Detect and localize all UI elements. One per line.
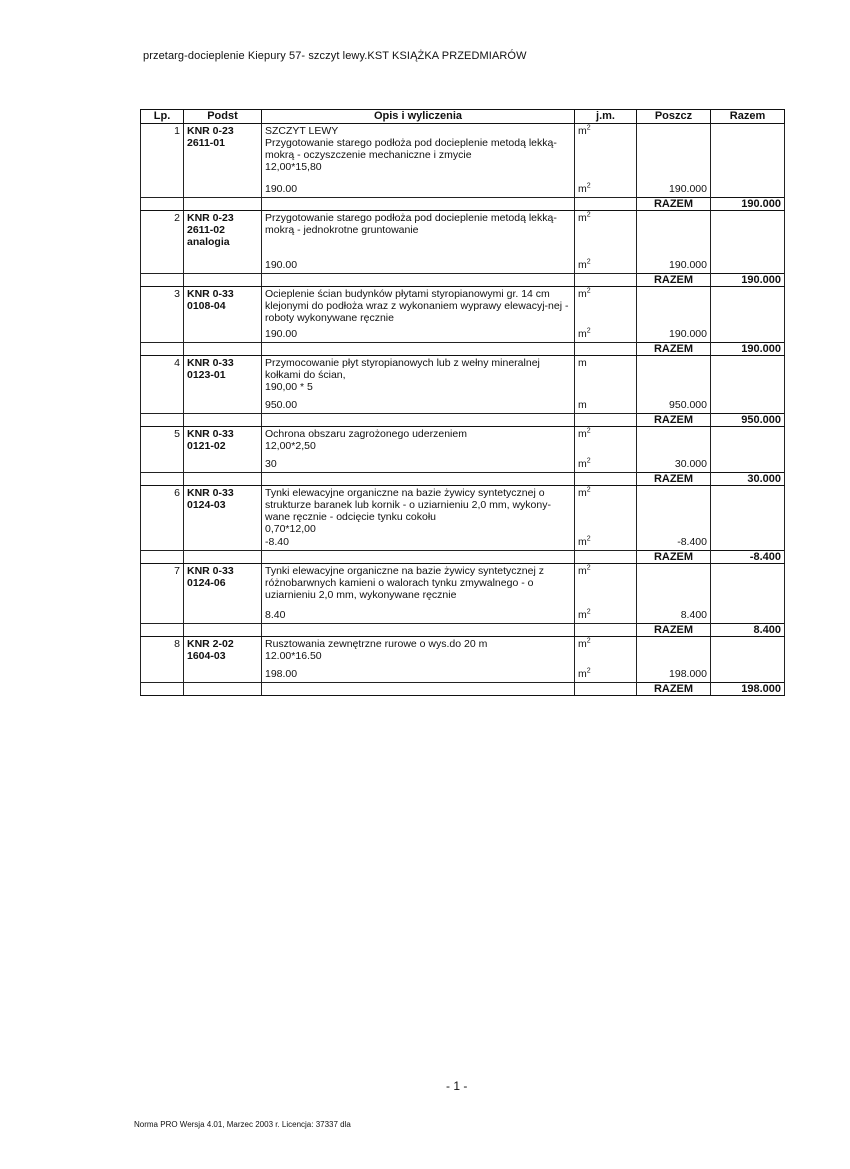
podst-line: 1604-03	[187, 650, 226, 662]
unit-exponent: 2	[586, 535, 591, 543]
sum-row-empty-cell	[575, 414, 637, 427]
sum-row-empty-cell	[184, 274, 262, 287]
unit-label	[578, 125, 633, 137]
podst-line: 0124-03	[187, 499, 226, 511]
table-sum-row	[141, 414, 785, 427]
cell-poszcz	[637, 211, 711, 274]
unit-exponent: 2	[586, 667, 591, 675]
cell-poszcz	[637, 427, 711, 473]
sum-row-empty-cell	[184, 343, 262, 356]
item-result: 190.00	[265, 183, 298, 195]
table-row	[141, 287, 785, 343]
item-description: Tynki elewacyjne organiczne na bazie żywicy syntetycznej o strukturze baranek lub kornik - o uziarnieniu 2,0 mm, wykony-wane ręcznie - odcięcie tynku cokołu	[265, 487, 551, 523]
column-header-podst: Podst	[184, 110, 262, 124]
column-header-poszcz: Poszcz	[637, 110, 711, 124]
cell-razem-empty	[711, 287, 785, 343]
sum-row-empty-cell	[575, 198, 637, 211]
sum-row-empty-cell	[262, 624, 575, 637]
podst-line: KNR 0-33	[187, 428, 234, 440]
item-result: 190.00	[265, 328, 298, 340]
item-calculation: 190,00 * 5	[265, 381, 313, 393]
item-result: 190.00	[265, 259, 298, 271]
sum-row-empty-cell	[141, 274, 184, 287]
sum-row-empty-cell	[262, 414, 575, 427]
cell-lp: 2	[141, 211, 184, 274]
poszcz-value: 8.400	[680, 609, 707, 621]
unit-label	[578, 328, 591, 340]
unit-base: m	[578, 357, 587, 369]
sum-row-empty-cell	[575, 274, 637, 287]
razem-label: RAZEM	[637, 551, 711, 564]
item-calculation: 12.00*16.50	[265, 650, 322, 662]
unit-exponent: 2	[586, 486, 591, 494]
column-header-jm: j.m.	[575, 110, 637, 124]
cell-podst	[184, 287, 262, 343]
unit-label	[578, 668, 591, 680]
razem-label: RAZEM	[637, 624, 711, 637]
unit-base: m	[578, 668, 587, 680]
table-row	[141, 427, 785, 473]
poszcz-value: 190.000	[669, 328, 707, 340]
cell-opis	[262, 564, 575, 624]
unit-base: m	[578, 428, 587, 440]
unit-label	[578, 565, 633, 577]
cell-lp: 6	[141, 486, 184, 551]
unit-label	[578, 458, 591, 470]
razem-value: 198.000	[711, 683, 785, 696]
razem-value: 190.000	[711, 343, 785, 356]
sum-row-empty-cell	[184, 198, 262, 211]
podst-line: 2611-01	[187, 137, 225, 149]
podst-line: 0123-01	[187, 369, 226, 381]
cell-lp: 5	[141, 427, 184, 473]
unit-base: m	[578, 328, 587, 340]
column-header-razem: Razem	[711, 110, 785, 124]
item-result: 8.40	[265, 609, 286, 621]
cell-poszcz	[637, 287, 711, 343]
sum-row-empty-cell	[262, 274, 575, 287]
table-sum-row	[141, 624, 785, 637]
unit-exponent: 2	[586, 457, 591, 465]
sum-row-empty-cell	[184, 414, 262, 427]
column-header-opis: Opis i wyliczenia	[262, 110, 575, 124]
document-title: przetarg-docieplenie Kiepury 57- szczyt lewy.KST KSIĄŻKA PRZEDMIARÓW	[143, 50, 527, 62]
item-result: 30	[265, 458, 277, 470]
cell-jm	[575, 211, 637, 274]
podst-line: KNR 0-23	[187, 125, 234, 137]
unit-label	[578, 183, 591, 195]
table-sum-row	[141, 551, 785, 564]
razem-value: -8.400	[711, 551, 785, 564]
cell-opis	[262, 124, 575, 198]
cell-podst	[184, 211, 262, 274]
unit-label	[578, 288, 633, 300]
table-row	[141, 356, 785, 414]
sum-row-empty-cell	[184, 473, 262, 486]
sum-row-empty-cell	[262, 343, 575, 356]
cell-jm	[575, 427, 637, 473]
unit-label	[578, 399, 587, 411]
unit-label	[578, 259, 591, 271]
cell-poszcz	[637, 637, 711, 683]
item-calculation: 12,00*2,50	[265, 440, 316, 452]
item-description: Tynki elewacyjne organiczne na bazie żywicy syntetycznej z różnobarwnych kamieni o walorach tynku zmywalnego - o uziarnieniu 2,0 mm, wykonywane ręcznie	[265, 565, 544, 601]
unit-exponent: 2	[586, 258, 591, 266]
sum-row-empty-cell	[141, 624, 184, 637]
podst-line: KNR 0-33	[187, 288, 234, 300]
cell-jm	[575, 356, 637, 414]
podst-line: 0121-02	[187, 440, 226, 452]
unit-exponent: 2	[586, 287, 591, 295]
cell-jm	[575, 124, 637, 198]
table-sum-row	[141, 198, 785, 211]
cell-poszcz	[637, 564, 711, 624]
poszcz-value: 190.000	[669, 183, 707, 195]
cell-poszcz	[637, 356, 711, 414]
item-result: 950.00	[265, 399, 298, 411]
poszcz-value: 198.000	[669, 668, 707, 680]
table-sum-row	[141, 473, 785, 486]
poszcz-value: 30.000	[674, 458, 707, 470]
poszcz-value: 950.000	[669, 399, 707, 411]
sum-row-empty-cell	[184, 624, 262, 637]
unit-base: m	[578, 565, 587, 577]
cell-podst	[184, 427, 262, 473]
item-description: Przymocowanie płyt styropianowych lub z wełny mineralnej kołkami do ścian,	[265, 357, 540, 381]
cell-opis	[262, 287, 575, 343]
unit-base: m	[578, 609, 587, 621]
cell-opis	[262, 427, 575, 473]
unit-base: m	[578, 288, 587, 300]
item-result: -8.40	[265, 536, 289, 548]
razem-label: RAZEM	[637, 274, 711, 287]
unit-exponent: 2	[586, 211, 591, 219]
sum-row-empty-cell	[575, 473, 637, 486]
cell-lp: 8	[141, 637, 184, 683]
item-description: Ochrona obszaru zagrożonego uderzeniem	[265, 428, 467, 440]
sum-row-empty-cell	[262, 551, 575, 564]
cell-razem-empty	[711, 211, 785, 274]
cell-poszcz	[637, 486, 711, 551]
podst-line: KNR 0-23	[187, 212, 234, 224]
unit-exponent: 2	[586, 564, 591, 572]
unit-base: m	[578, 536, 587, 548]
cell-podst	[184, 356, 262, 414]
sum-row-empty-cell	[262, 473, 575, 486]
sum-row-empty-cell	[575, 683, 637, 696]
table-header-row	[141, 110, 785, 124]
cell-poszcz	[637, 124, 711, 198]
item-result: 198.00	[265, 668, 298, 680]
cell-lp: 4	[141, 356, 184, 414]
cell-opis	[262, 356, 575, 414]
unit-label	[578, 428, 633, 440]
unit-base: m	[578, 212, 587, 224]
sum-row-empty-cell	[575, 343, 637, 356]
table-sum-row	[141, 683, 785, 696]
cell-opis	[262, 211, 575, 274]
table-sum-row	[141, 343, 785, 356]
item-description: Ocieplenie ścian budynków płytami styropianowymi gr. 14 cm klejonymi do podłoża wraz z wykonaniem wyprawy elewacyj-nej - roboty wykonywane ręcznie	[265, 288, 569, 324]
podst-line: KNR 0-33	[187, 487, 234, 499]
unit-label	[578, 536, 591, 548]
item-calculation: 0,70*12,00	[265, 523, 316, 535]
cell-opis	[262, 486, 575, 551]
unit-exponent: 2	[586, 427, 591, 435]
unit-label	[578, 212, 633, 224]
razem-label: RAZEM	[637, 198, 711, 211]
unit-exponent: 2	[586, 327, 591, 335]
podst-line: KNR 0-33	[187, 357, 234, 369]
sum-row-empty-cell	[575, 624, 637, 637]
unit-label	[578, 487, 633, 499]
cell-podst	[184, 486, 262, 551]
sum-row-empty-cell	[141, 198, 184, 211]
unit-label	[578, 357, 633, 369]
cell-jm	[575, 637, 637, 683]
sum-row-empty-cell	[141, 551, 184, 564]
section-title: SZCZYT LEWY	[265, 125, 339, 137]
przedmiar-table	[140, 109, 785, 696]
podst-line: 2611-02	[187, 224, 225, 236]
table-row	[141, 637, 785, 683]
cell-razem-empty	[711, 124, 785, 198]
item-description: Przygotowanie starego podłoża pod docieplenie metodą lekką-mokrą - oczyszczenie mechaniczne i zmycie	[265, 137, 557, 161]
unit-base: m	[578, 125, 587, 137]
unit-base: m	[578, 399, 587, 411]
sum-row-empty-cell	[575, 551, 637, 564]
razem-value: 30.000	[711, 473, 785, 486]
unit-base: m	[578, 487, 587, 499]
poszcz-value: 190.000	[669, 259, 707, 271]
sum-row-empty-cell	[184, 683, 262, 696]
table-row	[141, 486, 785, 551]
podst-line: KNR 0-33	[187, 565, 234, 577]
sum-row-empty-cell	[141, 343, 184, 356]
razem-label: RAZEM	[637, 683, 711, 696]
podst-line: KNR 2-02	[187, 638, 234, 650]
unit-base: m	[578, 183, 587, 195]
cell-jm	[575, 564, 637, 624]
table-row	[141, 564, 785, 624]
razem-value: 950.000	[711, 414, 785, 427]
unit-exponent: 2	[586, 124, 591, 132]
unit-exponent: 2	[586, 182, 591, 190]
razem-value: 190.000	[711, 198, 785, 211]
table-row	[141, 211, 785, 274]
razem-value: 8.400	[711, 624, 785, 637]
cell-podst	[184, 124, 262, 198]
poszcz-value: -8.400	[677, 536, 707, 548]
page-number: - 1 -	[446, 1079, 468, 1093]
footer-license: Norma PRO Wersja 4.01, Marzec 2003 r. Licencja: 37337 dla	[134, 1120, 351, 1129]
sum-row-empty-cell	[141, 414, 184, 427]
unit-label	[578, 609, 591, 621]
cell-razem-empty	[711, 356, 785, 414]
cell-lp: 7	[141, 564, 184, 624]
unit-base: m	[578, 259, 587, 271]
sum-row-empty-cell	[262, 198, 575, 211]
table-row	[141, 124, 785, 198]
item-description: Przygotowanie starego podłoża pod docieplenie metodą lekką-mokrą - jednokrotne gruntowanie	[265, 212, 557, 236]
cell-razem-empty	[711, 486, 785, 551]
cell-lp: 1	[141, 124, 184, 198]
razem-value: 190.000	[711, 274, 785, 287]
cell-podst	[184, 637, 262, 683]
cell-razem-empty	[711, 564, 785, 624]
razem-label: RAZEM	[637, 473, 711, 486]
sum-row-empty-cell	[141, 683, 184, 696]
unit-base: m	[578, 638, 587, 650]
column-header-lp: Lp.	[141, 110, 184, 124]
item-description: Rusztowania zewnętrzne rurowe o wys.do 20 m	[265, 638, 488, 650]
cell-jm	[575, 486, 637, 551]
podst-line: analogia	[187, 236, 230, 248]
item-calculation: 12,00*15,80	[265, 161, 322, 173]
cell-razem-empty	[711, 637, 785, 683]
unit-label	[578, 638, 633, 650]
cell-podst	[184, 564, 262, 624]
unit-exponent: 2	[586, 608, 591, 616]
razem-label: RAZEM	[637, 343, 711, 356]
cell-jm	[575, 287, 637, 343]
podst-line: 0124-06	[187, 577, 226, 589]
sum-row-empty-cell	[141, 473, 184, 486]
podst-line: 0108-04	[187, 300, 226, 312]
unit-exponent: 2	[586, 637, 591, 645]
sum-row-empty-cell	[184, 551, 262, 564]
cell-lp: 3	[141, 287, 184, 343]
razem-label: RAZEM	[637, 414, 711, 427]
cell-razem-empty	[711, 427, 785, 473]
table-sum-row	[141, 274, 785, 287]
unit-base: m	[578, 458, 587, 470]
cell-opis	[262, 637, 575, 683]
sum-row-empty-cell	[262, 683, 575, 696]
